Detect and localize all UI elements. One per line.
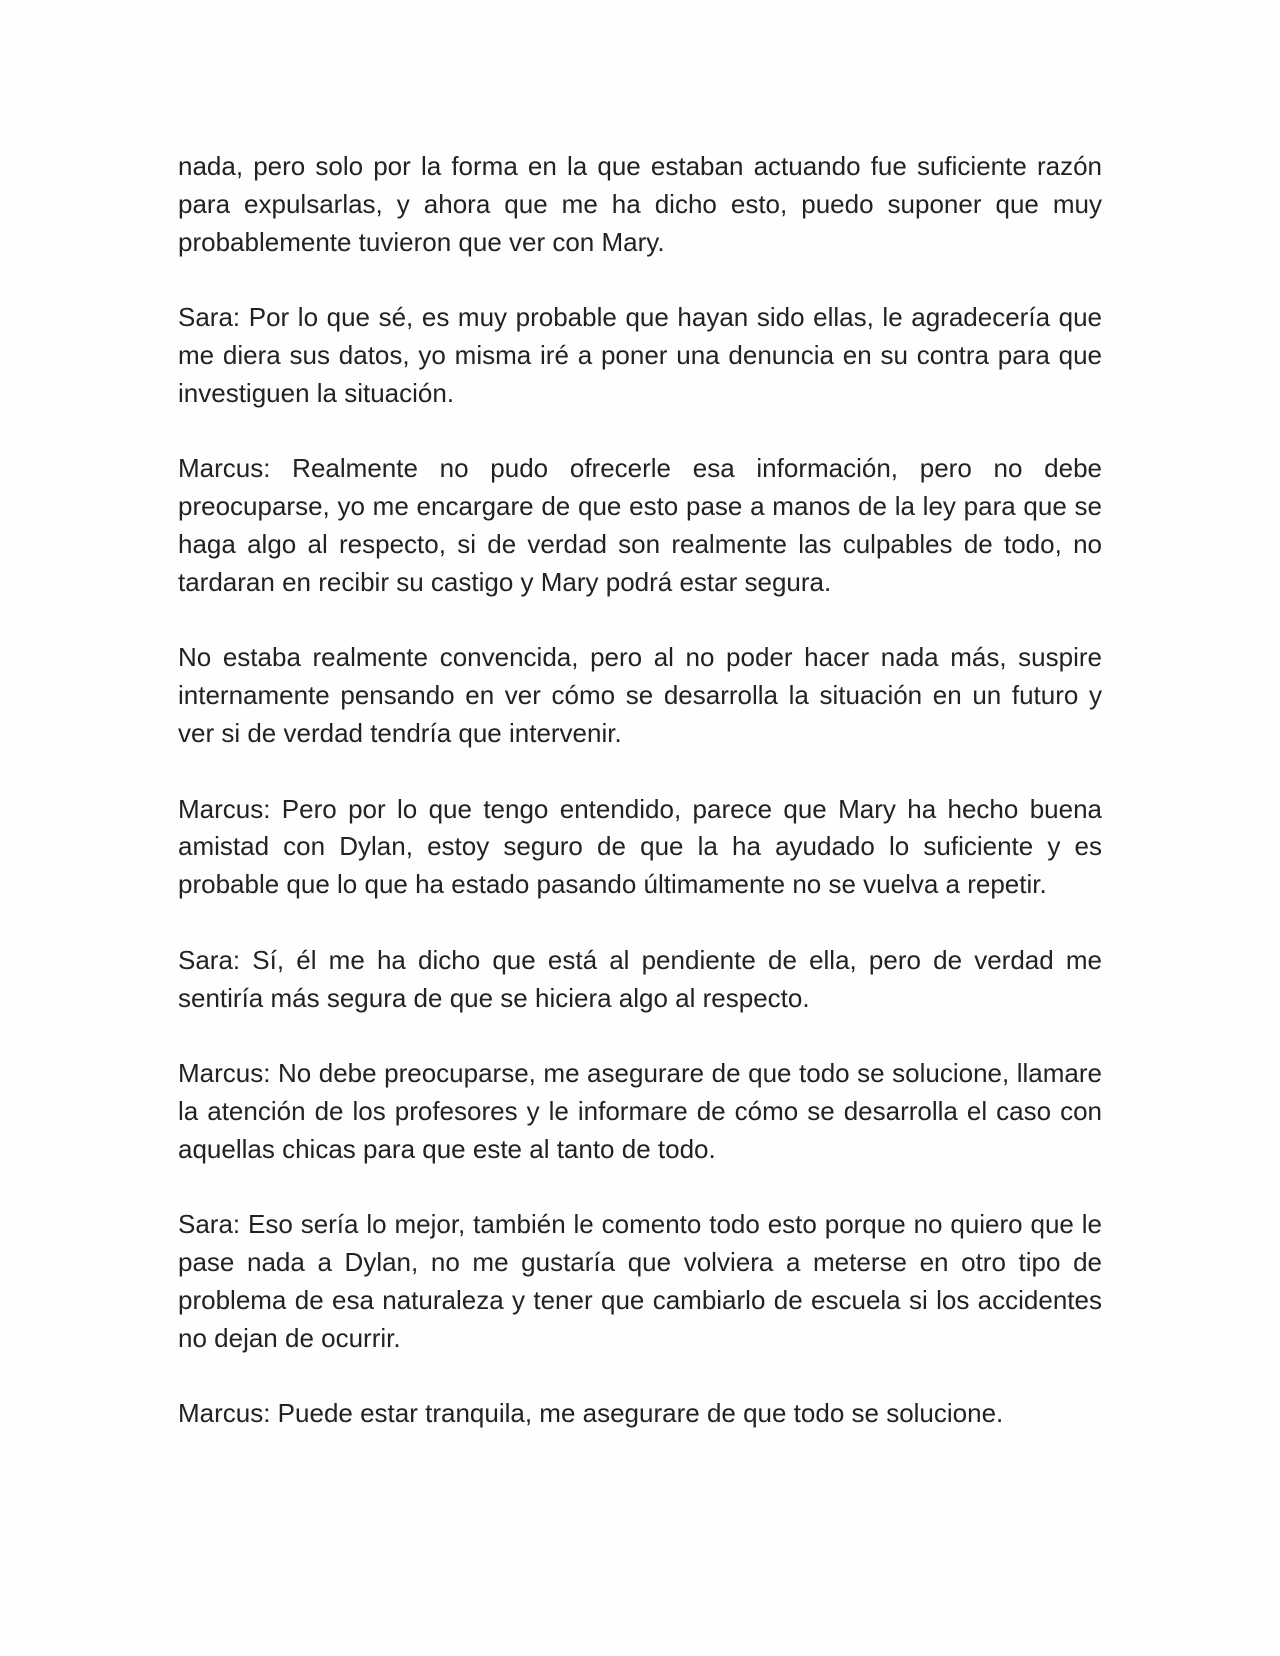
paragraph-1: nada, pero solo por la forma en la que estaban actuando fue suficiente razón para expulsarlas, y ahora que me ha dicho esto, puedo suponer que muy probablemente tuvieron que ver con Mary. [178,151,1102,257]
paragraph-5: Marcus: Pero por lo que tengo entendido, parece que Mary ha hecho buena amistad con Dylan, estoy seguro de que la ha ayudado lo suficiente y es probable que lo que ha estado pasando últimamente no se vuelva a repetir. [178,793,1102,900]
paragraph-3: Marcus: Realmente no pudo ofrecerle esa información, pero no debe preocuparse, yo me encargare de que esto pase a manos de la ley para que se haga algo al respecto, si de verdad son realmente las culpables de todo, no tardaran en recibir su castigo y Mary podrá estar segura. [178,453,1102,597]
document-body [178,148,1102,1471]
paragraph-2: Sara: Por lo que sé, es muy probable que hayan sido ellas, le agradecería que me diera sus datos, yo misma iré a poner una denuncia en su contra para que investiguen la situación. [178,302,1102,408]
paragraph-7: Marcus: No debe preocuparse, me asegurare de que todo se solucione, llamare la atención de los profesores y le informare de cómo se desarrolla el caso con aquellas chicas para que este al tanto de todo. [178,1058,1102,1164]
paragraph-9: Marcus: Puede estar tranquila, me asegurare de que todo se solucione. [178,1398,1004,1429]
paragraph-6: Sara: Sí, él me ha dicho que está al pendiente de ella, pero de verdad me sentiría más segura de que se hiciera algo al respecto. [178,944,1102,1013]
paragraph-4: No estaba realmente convencida, pero al no poder hacer nada más, suspire internamente pensando en ver cómo se desarrolla la situación en un futuro y ver si de verdad tendría que intervenir. [178,642,1102,748]
paragraph-8: Sara: Eso sería lo mejor, también le comento todo esto porque no quiero que le pase nada a Dylan, no me gustaría que volviera a meterse en otro tipo de problema de esa naturaleza y tener que cambiarlo de escuela si los accidentes no dejan de ocurrir. [178,1209,1102,1353]
